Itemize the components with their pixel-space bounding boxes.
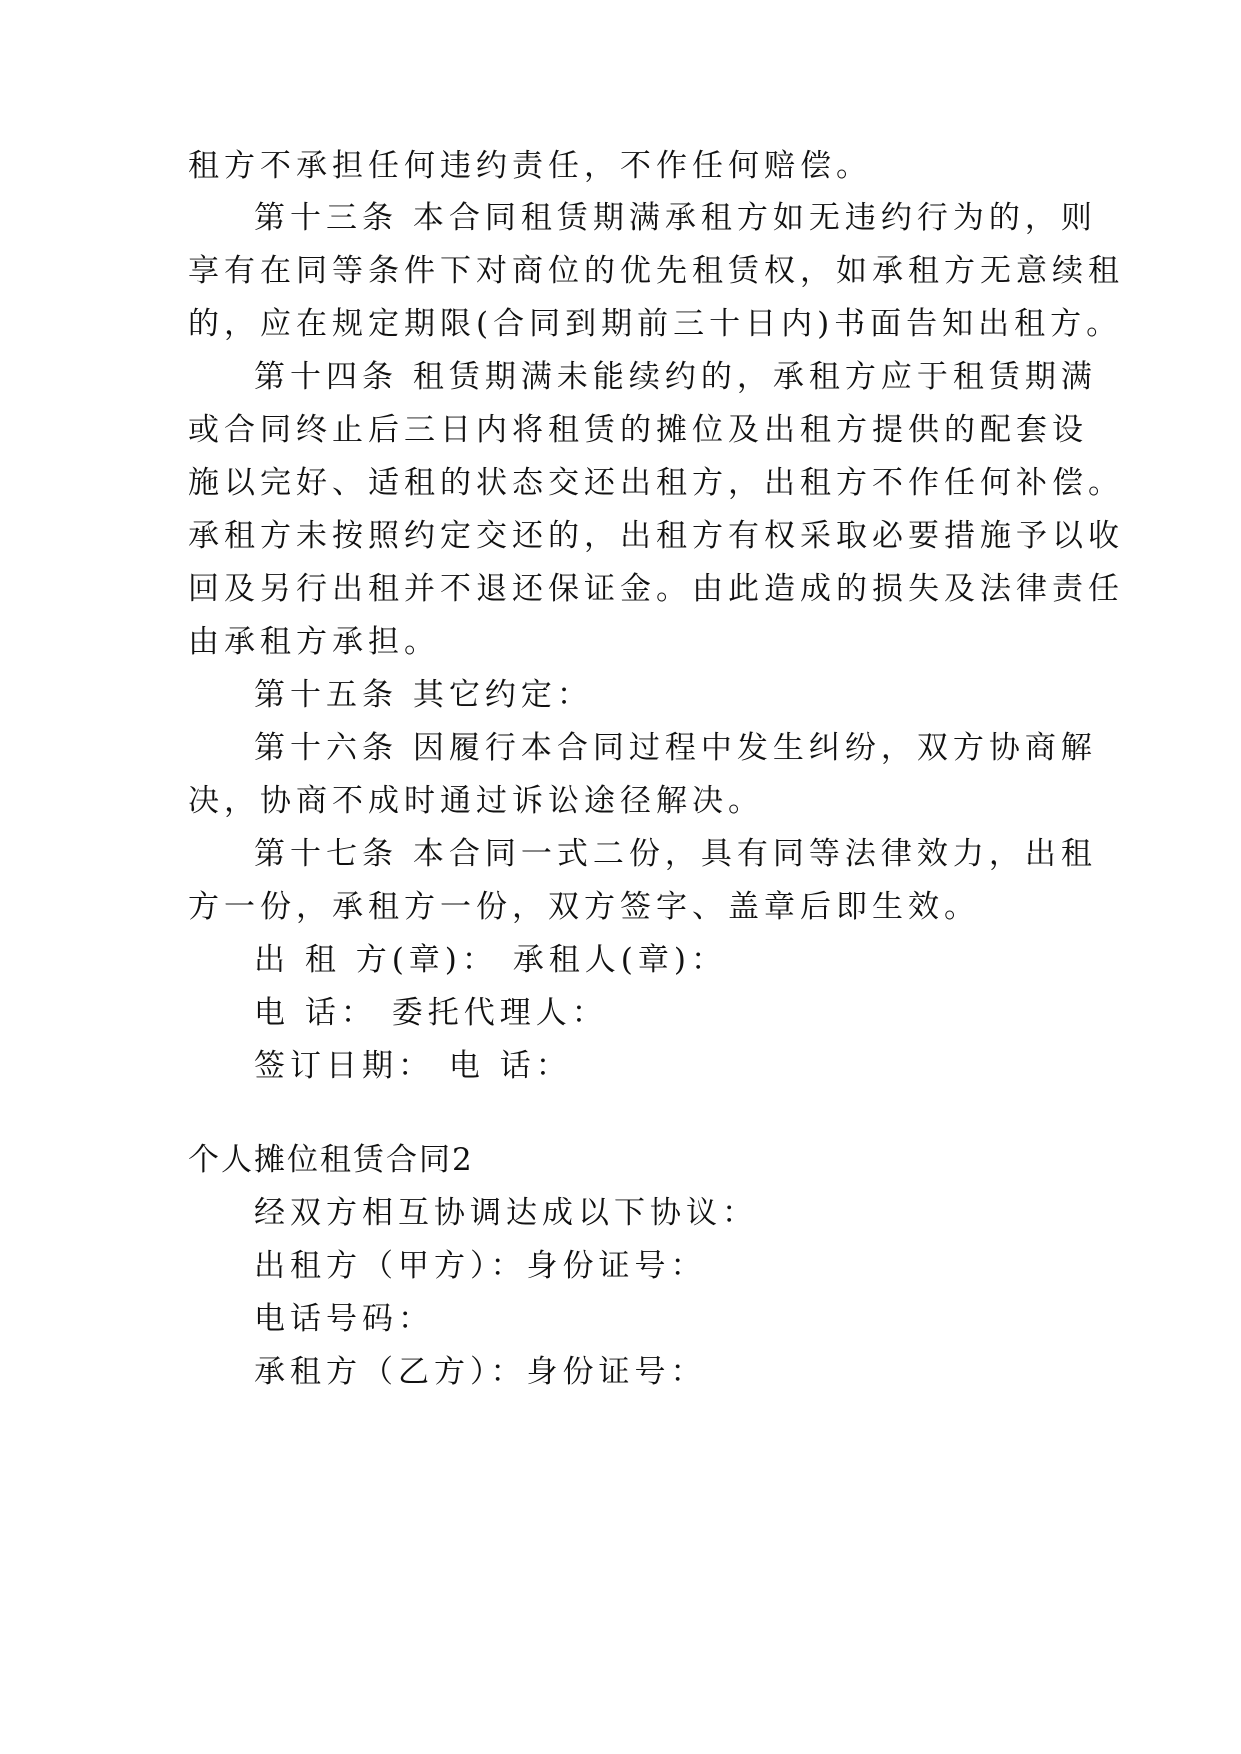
signature-phone-line: 电 话： 委托代理人： [254,995,608,1031]
signature-lessor-line: 出 租 方(章)： 承租人(章)： [254,942,727,978]
text-line: 方一份，承租方一份，双方签字、盖章后即生效。 [188,889,980,925]
lessor-id-line: 出租方（甲方）：身份证号： [254,1248,707,1284]
text-line: 租方不承担任何违约责任，不作任何赔偿。 [188,148,872,184]
text-line: 或合同终止后三日内将租赁的摊位及出租方提供的配套设 [188,412,1088,448]
clause-15-line: 第十五条 其它约定： [254,677,593,713]
phone-number-line: 电话号码： [254,1301,434,1337]
text-line: 回及另行出租并不退还保证金。由此造成的损失及法律责任 [188,571,1124,607]
lessee-id-line: 承租方（乙方）：身份证号： [254,1354,707,1390]
clause-14-line: 第十四条 租赁期满未能续约的，承租方应于租赁期满 [254,359,1097,395]
text-line: 施以完好、适租的状态交还出租方，出租方不作任何补偿。 [188,465,1124,501]
clause-17-line: 第十七条 本合同一式二份，具有同等法律效力，出租 [254,836,1097,872]
section-heading: 个人摊位租赁合同2 [188,1142,474,1178]
text-line: 的，应在规定期限(合同到期前三十日内)书面告知出租方。 [188,306,1123,342]
text-line: 享有在同等条件下对商位的优先租赁权，如承租方无意续租 [188,253,1124,289]
signature-date-line: 签订日期： 电 话： [254,1048,572,1084]
intro-line: 经双方相互协调达成以下协议： [254,1195,758,1231]
clause-13-line: 第十三条 本合同租赁期满承租方如无违约行为的，则 [254,200,1097,236]
text-line: 由承租方承担。 [188,624,440,660]
text-line: 决，协商不成时通过诉讼途径解决。 [188,783,764,819]
text-line: 承租方未按照约定交还的，出租方有权采取必要措施予以收 [188,518,1124,554]
clause-16-line: 第十六条 因履行本合同过程中发生纠纷，双方协商解 [254,730,1097,766]
